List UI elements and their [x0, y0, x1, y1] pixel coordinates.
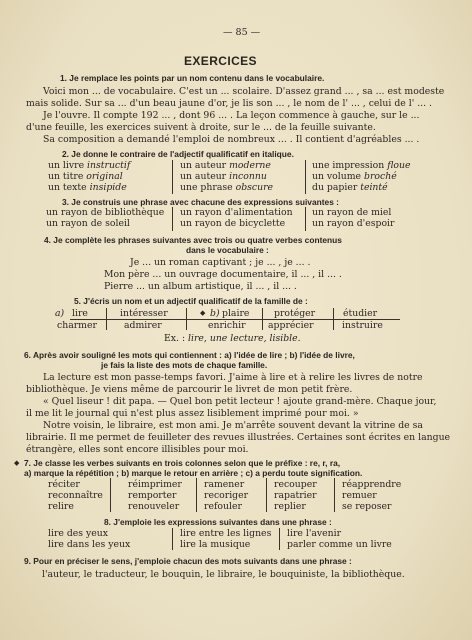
ex8-item: lire entre les lignes — [180, 528, 272, 539]
ex1-line: Voici mon ... de vocabulaire. C'est un ... scolaire. D'assez grand ... , sa ... est modeste — [43, 86, 445, 97]
ex5-word: instruire — [342, 320, 383, 331]
ex2-item: du papier teinté — [312, 182, 388, 193]
ex2-item: un volume broché — [312, 171, 397, 182]
ex1-line: d'une feuille, les exercices suivent à droite, sur le ... de la feuille suivante. — [26, 122, 376, 133]
column-divider — [305, 160, 306, 194]
ex6-line: étrangère, elles sont encore illisibles pour moi. — [26, 444, 249, 455]
column-divider — [266, 478, 267, 512]
ex7-verb: recoriger — [204, 490, 249, 501]
ex7-verb: rapatrier — [274, 490, 317, 501]
ex5-example: Ex. : lire, une lecture, lisible. — [164, 333, 301, 344]
column-divider — [305, 207, 306, 231]
ex5-word: étudier — [343, 308, 378, 319]
column-divider — [172, 160, 173, 194]
ex1-line: Sa composition a demandé l'emploi de nombreux ... . Il contient d'agréables ... . — [43, 134, 420, 145]
ex7-verb: refouler — [204, 501, 242, 512]
ex6-heading: 6. Après avoir souligné les mots qui contiennent : a) l'idée de lire ; b) l'idée de livre, — [24, 350, 355, 360]
ex4-line: Je ... un roman captivant ; je ... , je ... . — [130, 257, 311, 268]
column-divider — [279, 528, 280, 550]
diamond-icon: ◆ — [200, 309, 206, 317]
ex8-item: lire des yeux — [48, 528, 109, 539]
ex7-verb: remporter — [128, 490, 177, 501]
ex2-item: un auteur moderne — [180, 160, 271, 171]
ex8-item: lire la musique — [180, 539, 251, 550]
ex8-heading: 8. J'emploie les expressions suivantes dans une phrase : — [104, 517, 332, 527]
ex6-line: Notre voisin, le libraire, est mon ami. Je m'arrête souvent devant la vitrine de sa — [43, 420, 423, 431]
ex6-heading: je fais la liste des mots de chaque famille. — [101, 360, 268, 370]
ex3-item: un rayon d'espoir — [312, 218, 395, 229]
ex2-item: un texte insipide — [48, 182, 127, 193]
column-divider — [334, 478, 335, 512]
diamond-icon: ◆ — [14, 459, 20, 467]
ex7-verb: relire — [48, 501, 74, 512]
ex1-line: mais solide. Sur sa ... d'un beau jaune d'or, je lis son ... , le nom de l' ... , celui de l' ... . — [26, 98, 432, 109]
ex4-heading: dans le vocabulaire : — [186, 245, 269, 255]
ex7-verb: réimprimer — [128, 479, 182, 490]
ex7-verb: recouper — [274, 479, 317, 490]
ex6-line: « Quel liseur ! dit papa. — Quel bon petit lecteur ! ajoute grand-mère. Chaque jour, — [43, 396, 437, 407]
ex6-line: librairie. Il me permet de feuilleter des revues illustrées. Certaines sont écrites en langue — [26, 432, 451, 443]
ex5-word: protéger — [274, 308, 316, 319]
ex5-word: admirer — [124, 320, 162, 331]
ex4-line: Mon père ... un ouvrage documentaire, il ... , il ... . — [104, 269, 342, 280]
ex5-word: intéresser — [120, 308, 168, 319]
ex2-item: un auteur inconnu — [180, 171, 267, 182]
ex5-label-a: a) — [55, 308, 65, 319]
ex6-line: bibliothèque. Je viens même de parcourir le livret de mon petit frère. — [26, 384, 353, 395]
ex7-verb: réciter — [48, 479, 80, 490]
ex7-verb: remuer — [342, 490, 377, 501]
ex7-verb: replier — [274, 501, 306, 512]
ex5-word: lire — [72, 308, 88, 319]
ex5-label-b: b) — [210, 308, 220, 319]
ex3-item: un rayon de miel — [312, 207, 392, 218]
ex7-verb: renouveler — [128, 501, 180, 512]
column-divider — [196, 478, 197, 512]
ex3-item: un rayon d'alimentation — [180, 207, 293, 218]
ex6-line: La lecture est mon passe-temps favori. J'aime à lire et à relire les livres de notre — [43, 372, 423, 383]
ex8-item: parler comme un livre — [287, 539, 392, 550]
page-title: EXERCICES — [184, 54, 257, 68]
ex1-line: Je l'ouvre. Il compte 192 ... , dont 96 ... . La leçon commence à gauche, sur le ... — [43, 110, 420, 121]
ex9-heading: 9. Pour en préciser le sens, j'emploie chacun des mots suivants dans une phrase : — [24, 556, 352, 566]
ex3-item: un rayon de bibliothèque — [46, 207, 165, 218]
ex8-item: lire l'avenir — [287, 528, 342, 539]
ex4-line: Pierre ... un album artistique, il ... , il ... . — [104, 281, 297, 292]
ex2-item: une phrase obscure — [180, 182, 274, 193]
ex3-item: un rayon de soleil — [46, 218, 130, 229]
ex2-item: une impression floue — [312, 160, 411, 171]
ex4-heading: 4. Je complète les phrases suivantes avec trois ou quatre verbes contenus — [44, 235, 342, 245]
ex2-item: un titre original — [48, 171, 123, 182]
ex7-verb: reconnaître — [48, 490, 103, 501]
page-number: — 85 — — [223, 27, 261, 38]
ex7-verb: ramener — [204, 479, 245, 490]
ex9-line: l'auteur, le traducteur, le bouquin, le libraire, le bouquiniste, la bibliothèque. — [42, 569, 405, 580]
ex7-heading: a) marque la répétition ; b) marque le retour en arrière ; c) a perdu toute signification. — [24, 468, 363, 478]
ex5-word: apprécier — [268, 320, 314, 331]
ex3-heading: 3. Je construis une phrase avec chacune des expressions suivantes : — [62, 197, 339, 207]
ex5-heading: 5. J'écris un nom et un adjectif qualificatif de la famille de : — [74, 296, 308, 306]
ex2-item: un livre instructif — [48, 160, 131, 171]
column-divider — [110, 478, 111, 512]
ex8-item: lire dans les yeux — [48, 539, 131, 550]
ex3-item: un rayon de bicyclette — [180, 218, 286, 229]
ex7-heading: 7. Je classe les verbes suivants en trois colonnes selon que le préfixe : re, r, ra, — [24, 458, 341, 468]
ex2-heading: 2. Je donne le contraire de l'adjectif qualificatif en italique. — [62, 149, 294, 159]
column-divider — [172, 207, 173, 231]
column-divider — [172, 528, 173, 550]
ex5-word: plaire — [222, 308, 250, 319]
ex7-verb: réapprendre — [342, 479, 402, 490]
ex7-verb: se reposer — [342, 501, 392, 512]
ex5-word: enrichir — [208, 320, 246, 331]
ex1-heading: 1. Je remplace les points par un nom contenu dans le vocabulaire. — [60, 73, 325, 83]
ex5-word: charmer — [57, 320, 97, 331]
ex6-line: il me lit le journal qui n'est plus assez lisiblement imprimé pour moi. » — [26, 408, 359, 419]
